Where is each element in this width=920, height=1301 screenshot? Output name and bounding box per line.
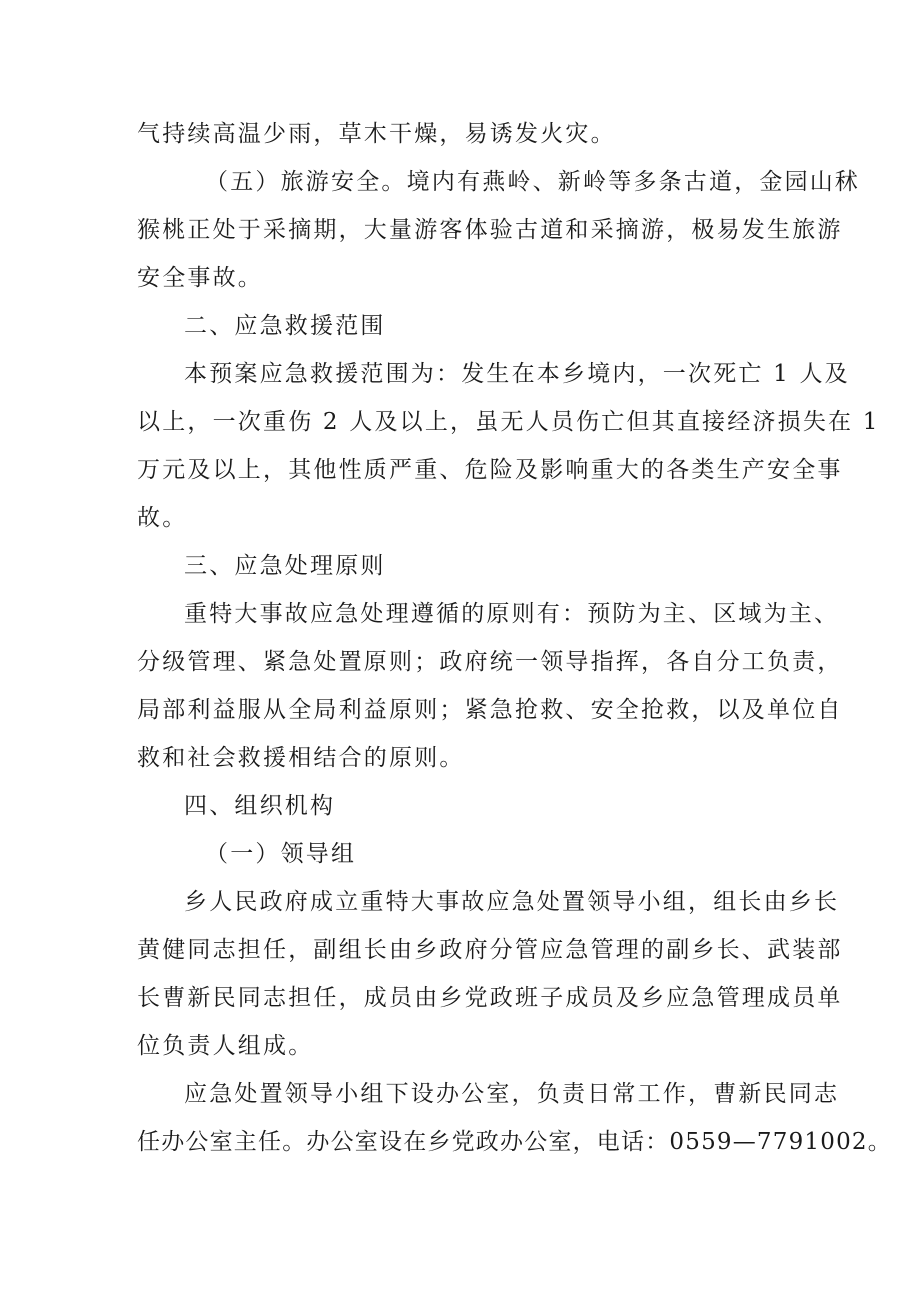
text-line: 局部利益服从全局利益原则；紧急抢救、安全抢救，以及单位自 [137, 697, 843, 723]
text-line: 救和社会救援相结合的原则。 [137, 745, 465, 771]
section-heading: 三、应急处理原则 [184, 553, 386, 579]
section-heading: 四、组织机构 [184, 793, 336, 819]
text-line: （五）旅游安全。境内有燕岭、新岭等多条古道，金园山秫 [205, 169, 861, 195]
text-line: 猴桃正处于采摘期，大量游客体验古道和采摘游，极易发生旅游 [137, 217, 843, 243]
text-line: 应急处置领导小组下设办公室，负责日常工作，曹新民同志 [184, 1081, 840, 1107]
text-line: 分级管理、紧急处置原则；政府统一领导指挥，各自分工负责， [137, 649, 843, 675]
text-line: 故。 [137, 505, 188, 531]
section-heading: 二、应急救援范围 [184, 313, 386, 339]
text-line: 安全事故。 [137, 265, 263, 291]
text-line: 乡人民政府成立重特大事故应急处置领导小组，组长由乡长 [184, 889, 840, 915]
text-line: 任办公室主任。办公室设在乡党政办公室，电话：0559—7791002。 [137, 1129, 892, 1155]
text-line: 长曹新民同志担任，成员由乡党政班子成员及乡应急管理成员单 [137, 985, 843, 1011]
text-line: 位负责人组成。 [137, 1033, 314, 1059]
text-line: 气持续高温少雨，草木干燥，易诱发火灾。 [137, 121, 616, 147]
text-line: 黄健同志担任，副组长由乡政府分管应急管理的副乡长、武装部 [137, 937, 843, 963]
text-line: 以上，一次重伤 2 人及以上，虽无人员伤亡但其直接经济损失在 1 [137, 409, 880, 435]
text-line: 重特大事故应急处理遵循的原则有：预防为主、区域为主、 [184, 601, 840, 627]
document-body [137, 110, 892, 1166]
subsection-heading: （一）领导组 [205, 841, 357, 867]
text-line: 本预案应急救援范围为：发生在本乡境内，一次死亡 1 人及 [184, 361, 850, 387]
text-line: 万元及以上，其他性质严重、危险及影响重大的各类生产安全事 [137, 457, 843, 483]
